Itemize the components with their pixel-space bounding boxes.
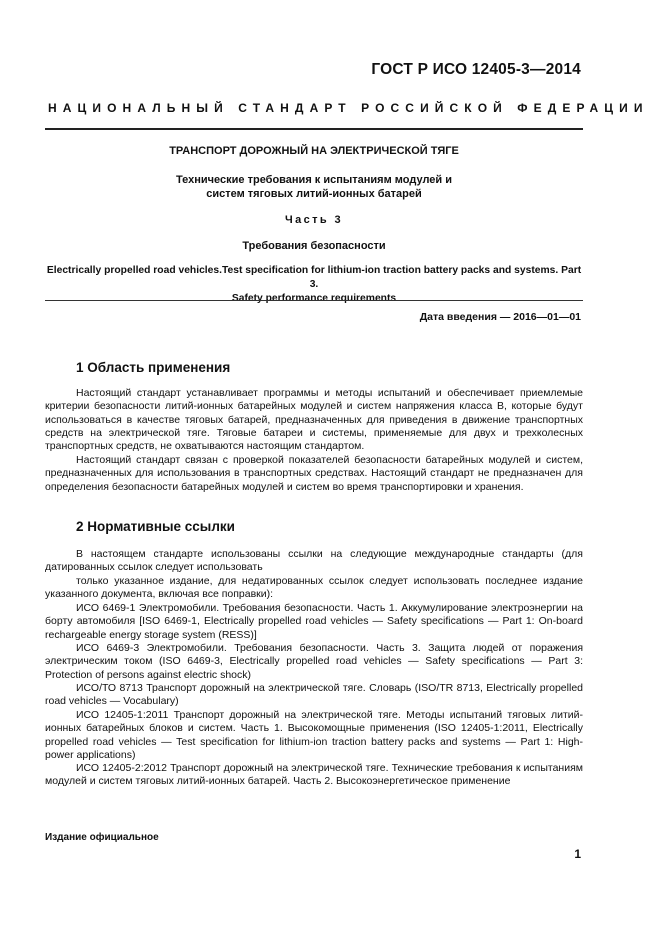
part-title: Требования безопасности [242, 240, 386, 252]
normative-reference-item: ИСО 12405-2:2012 Транспорт дорожный на электрической тяге. Технические требования к испытаниям модулей и систем тяговых литий-ионных батарей. Часть 2. Высокоэнергетическое применение [45, 762, 583, 788]
normative-reference-item: ИСО 12405-1:2011 Транспорт дорожный на электрической тяге. Методы испытаний тяговых литий-ионных батарейных блоков и систем. Часть 1. Высокомощные применения (ISO 12405-1:2011, Electrically propelled road vehicles — Test specification for lithium-ion traction battery packs and systems — Part 1: High-power applications) [45, 709, 583, 761]
subtitle-line-2: систем тяговых литий-ионных батарей [206, 188, 422, 200]
normative-reference-item: ИСО/ТО 8713 Транспорт дорожный на электрической тяге. Словарь (ISO/TR 8713, Electrically propelled road vehicles — Vocabulary) [45, 682, 583, 708]
english-title-line-1: Electrically propelled road vehicles.Test specification for lithium-ion traction battery packs and systems. Part 3. [46, 265, 582, 290]
part-number: Часть 3 [284, 214, 344, 226]
section-2-intro-continued: только указанное издание, для недатированных ссылок следует использовать последнее издание указанного документа, включая все поправки): [45, 575, 583, 601]
section-1-paragraph: Настоящий стандарт связан с проверкой показателей безопасности батарейных модулей и систем, предназначенных для использования в транспортных средствах. Настоящий стандарт не предназначен для определения безопасности батарейных модулей и систем во время транспортировки и хранения. [45, 454, 583, 493]
national-standard-banner: НАЦИОНАЛЬНЫЙ СТАНДАРТ РОССИЙСКОЙ ФЕДЕРАЦИИ [48, 101, 649, 115]
header-divider [45, 128, 583, 130]
document-title: ТРАНСПОРТ ДОРОЖНЫЙ НА ЭЛЕКТРИЧЕСКОЙ ТЯГЕ [169, 145, 459, 157]
page-number: 1 [574, 847, 581, 861]
official-edition-label: Издание официальное [45, 832, 159, 843]
subtitle-line-1: Технические требования к испытаниям модулей и [176, 174, 452, 186]
section-2-heading: 2 Нормативные ссылки [76, 519, 235, 534]
section-1-heading: 1 Область применения [76, 360, 231, 375]
normative-reference-item: ИСО 6469-1 Электромобили. Требования безопасности. Часть 1. Аккумулирование электроэнергии на борту автомобиля [ISO 6469-1, Electrically propelled road vehicles — Safety specifications — Part 1: On-board rechargeable energy storage system (RESS)] [45, 602, 583, 641]
title-divider [45, 300, 583, 301]
english-title-line-2: Safety performance requirements [231, 293, 397, 304]
document-subtitle [45, 173, 583, 201]
section-2-intro: В настоящем стандарте использованы ссылки на следующие международные стандарты (для датированных ссылок следует использовать [45, 548, 583, 574]
normative-reference-item: ИСО 6469-3 Электромобили. Требования безопасности. Часть 3. Защита людей от поражения электрическим током (ISO 6469-3, Electrically propelled road vehicles — Safety specifications — Part 3: Protection of persons against electric shock) [45, 642, 583, 681]
section-1-paragraph: Настоящий стандарт устанавливает программы и методы испытаний и обеспечивает приемлемые критерии безопасности литий-ионных батарейных модулей и систем напряжения класса В, которые будут использоваться в качестве тяговых батарей, предназначенных для приведения в движение транспортных средств на электрической тяге. Тяговые батареи и системы, применяемые для двух и трехколесных транспортных средств, не охватываются настоящим стандартом. [45, 387, 583, 453]
introduction-date: Дата введения — 2016—01—01 [419, 311, 581, 323]
document-code: ГОСТ Р ИСО 12405-3—2014 [371, 61, 581, 78]
